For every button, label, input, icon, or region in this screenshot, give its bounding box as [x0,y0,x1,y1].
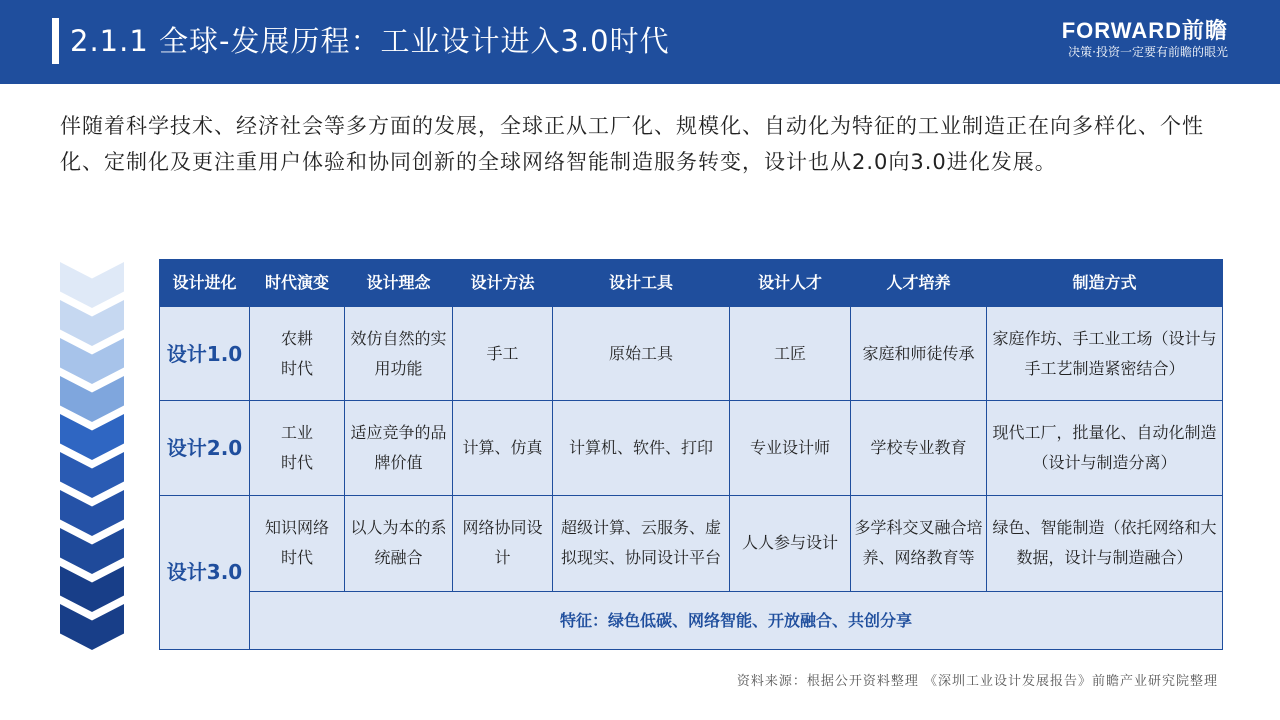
method-cell: 网络协同设计 [453,495,553,591]
tool-cell: 原始工具 [553,307,730,401]
training-cell: 学校专业教育 [851,401,987,495]
era-text: 知识网络 时代 [264,518,329,568]
era-cell [250,401,345,495]
table-row [160,401,1223,495]
manufacturing-cell: 绿色、智能制造（依托网络和大数据，设计与制造融合） [987,495,1223,591]
chevron-decoration [60,262,124,654]
title-accent-bar [52,18,59,64]
training-cell: 多学科交叉融合培养、网络教育等 [851,495,987,591]
method-cell: 计算、仿真 [453,401,553,495]
intro-paragraph: 伴随着科学技术、经济社会等多方面的发展，全球正从工厂化、规模化、自动化为特征的工业制造正在向多样化、个性化、定制化及更注重用户体验和协同创新的全球网络智能制造服务转变，设计也从2.0向3.0进化发展。 [60,114,1204,174]
brand-slogan: 决策·投资一定要有前瞻的眼光 [1068,45,1228,59]
table-row [160,495,1223,591]
talent-cell: 人人参与设计 [730,495,851,591]
column-header: 设计进化 [160,260,250,307]
era-text: 工业 时代 [280,423,313,473]
brand-logo [1062,18,1228,60]
header-banner [0,0,1280,84]
table-header-row [160,260,1223,307]
training-cell: 家庭和师徒传承 [851,307,987,401]
tool-cell: 计算机、软件、打印 [553,401,730,495]
brand-name: FORWARD前瞻 [1061,18,1228,43]
column-header: 人才培养 [851,260,987,307]
column-header: 设计工具 [553,260,730,307]
chevron-icon [60,262,124,308]
design-evolution-table [159,259,1223,650]
era-cell [250,495,345,591]
concept-cell: 效仿自然的实用功能 [345,307,453,401]
tool-cell: 超级计算、云服务、虚拟现实、协同设计平台 [553,495,730,591]
version-cell: 设计1.0 [160,307,250,401]
era-cell [250,307,345,401]
column-header: 制造方式 [987,260,1223,307]
talent-cell: 工匠 [730,307,851,401]
column-header: 设计人才 [730,260,851,307]
page-title: 2.1.1 全球-发展历程：工业设计进入3.0时代 [70,24,670,58]
manufacturing-cell: 家庭作坊、手工业工场（设计与手工艺制造紧密结合） [987,307,1223,401]
column-header: 设计理念 [345,260,453,307]
feature-cell: 特征：绿色低碳、网络智能、开放融合、共创分享 [250,592,1223,650]
method-cell: 手工 [453,307,553,401]
talent-cell: 专业设计师 [730,401,851,495]
manufacturing-cell: 现代工厂，批量化、自动化制造（设计与制造分离） [987,401,1223,495]
table-row [160,307,1223,401]
column-header: 设计方法 [453,260,553,307]
version-cell: 设计2.0 [160,401,250,495]
table-row [160,592,1223,650]
concept-cell: 以人为本的系统融合 [345,495,453,591]
source-note: 资料来源：根据公开资料整理 《深圳工业设计发展报告》前瞻产业研究院整理 [736,674,1218,689]
version-cell: 设计3.0 [160,495,250,649]
concept-cell: 适应竞争的品牌价值 [345,401,453,495]
column-header: 时代演变 [250,260,345,307]
era-text: 农耕 时代 [280,328,313,378]
